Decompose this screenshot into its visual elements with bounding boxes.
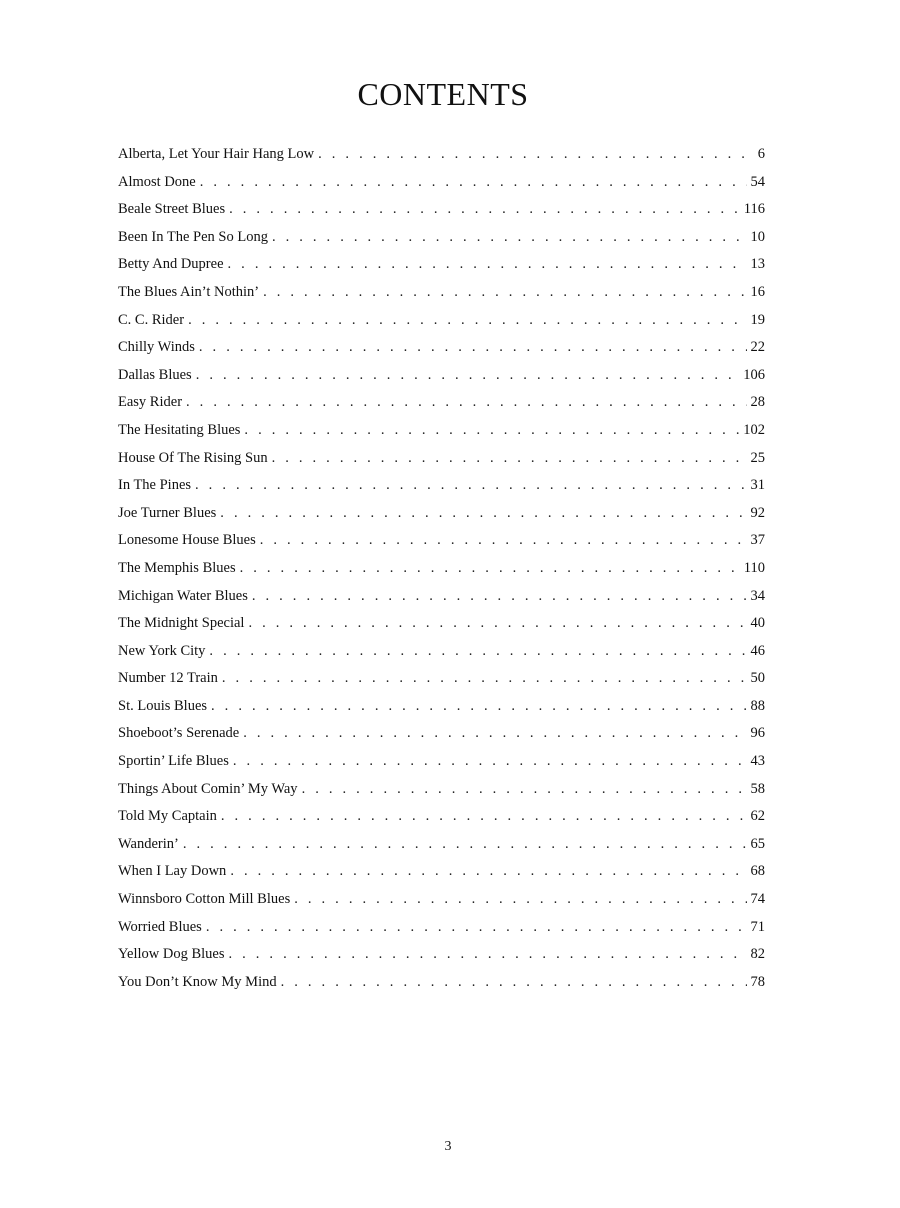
dot-leader (294, 886, 746, 914)
toc-entry-title: Chilly Winds (118, 339, 195, 356)
toc-entry (118, 748, 765, 776)
toc-entry-page: 16 (750, 283, 765, 300)
toc-entry-title: Joe Turner Blues (118, 504, 217, 521)
toc-entry-title: Betty And Dupree (118, 256, 224, 273)
toc-entry (118, 858, 765, 886)
dot-leader (221, 803, 747, 831)
page-title: CONTENTS (357, 76, 529, 112)
dot-leader (244, 417, 739, 445)
toc-entry-page: 62 (750, 808, 765, 825)
toc-entry (118, 334, 765, 362)
toc-entry-title: St. Louis Blues (118, 697, 208, 714)
dot-leader (188, 307, 746, 335)
toc-entry-page: 116 (743, 201, 765, 218)
toc-entry-title: The Blues Ain’t Nothin’ (118, 283, 260, 300)
toc-entry-title: In The Pines (118, 477, 192, 494)
dot-leader (230, 858, 746, 886)
toc-entry (118, 720, 765, 748)
dot-leader (281, 969, 747, 997)
toc-entry-title: Michigan Water Blues (118, 587, 248, 604)
toc-entry-page: 96 (750, 725, 765, 742)
toc-entry-title: Told My Captain (118, 808, 217, 825)
dot-leader (229, 196, 740, 224)
dot-leader (200, 169, 747, 197)
dot-leader (260, 527, 747, 555)
dot-leader (206, 914, 747, 942)
toc-entry (118, 472, 765, 500)
toc-entry (118, 555, 765, 583)
toc-entry (118, 307, 765, 335)
toc-entry-title: Wanderin’ (118, 835, 179, 852)
toc-entry-title: Easy Rider (118, 394, 183, 411)
toc-entry (118, 251, 765, 279)
toc-entry-title: The Hesitating Blues (118, 421, 241, 438)
toc-entry (118, 279, 765, 307)
toc-entry-title: Alberta, Let Your Hair Hang Low (118, 146, 315, 162)
dot-leader (272, 224, 747, 252)
toc-entry-page: 65 (750, 835, 765, 852)
dot-leader (243, 720, 746, 748)
dot-leader (195, 472, 746, 500)
toc-entry-title: Almost Done (118, 173, 196, 190)
toc-entry (118, 803, 765, 831)
toc-entry (118, 886, 765, 914)
toc-entry-page: 10 (750, 228, 765, 245)
toc-entry-title: Yellow Dog Blues (118, 946, 225, 963)
toc-entry-page: 37 (750, 532, 765, 549)
toc-entry (118, 610, 765, 638)
dot-leader (220, 500, 746, 528)
dot-leader (183, 831, 747, 859)
toc-entry-page: 82 (750, 946, 765, 963)
toc-entry-title: Things About Comin’ My Way (118, 780, 298, 797)
toc-entry-title: Sportin’ Life Blues (118, 753, 229, 770)
dot-leader (252, 583, 747, 611)
toc-entry-page: 50 (750, 670, 765, 687)
toc-entry-title: Lonesome House Blues (118, 532, 256, 549)
dot-leader (302, 776, 747, 804)
toc-entry-page: 19 (750, 311, 765, 328)
toc-entry (118, 500, 765, 528)
toc-entry (118, 776, 765, 804)
toc-entry-page: 106 (743, 366, 765, 383)
toc-entry-page: 46 (750, 642, 765, 659)
toc-entry-page: 22 (750, 339, 765, 356)
dot-leader (199, 334, 747, 362)
toc-entry-title: The Memphis Blues (118, 559, 236, 576)
toc-entry-title: House Of The Rising Sun (118, 449, 268, 466)
toc-entry (118, 638, 765, 666)
toc-entry-page: 31 (750, 477, 765, 494)
toc-entry-page: 74 (750, 891, 765, 908)
toc-entry-title: When I Lay Down (118, 863, 227, 880)
toc-entry-page: 34 (750, 587, 765, 604)
dot-leader (228, 251, 747, 279)
dot-leader (240, 555, 740, 583)
toc-entry-page: 40 (750, 615, 765, 632)
toc-entry (118, 665, 765, 693)
toc-entry (118, 169, 765, 197)
dot-leader (233, 748, 747, 776)
toc-entry (118, 445, 765, 473)
toc-entry-title: Beale Street Blues (118, 201, 226, 218)
toc-entry-title: C. C. Rider (118, 311, 185, 328)
toc-entry-page: 43 (750, 753, 765, 770)
toc-entry (118, 914, 765, 942)
toc-entry-page: 71 (750, 918, 765, 935)
toc-entry-page: 6 (757, 146, 765, 162)
toc-entry-title: Number 12 Train (118, 670, 218, 687)
dot-leader (248, 610, 746, 638)
toc-entry-page: 110 (743, 559, 765, 576)
dot-leader (222, 665, 747, 693)
dot-leader (228, 941, 746, 969)
page-number: 3 (444, 1139, 452, 1154)
toc-entry-title: Worried Blues (118, 918, 202, 935)
toc-entry-title: Been In The Pen So Long (118, 228, 268, 245)
toc-entry (118, 362, 765, 390)
toc-entry-page: 78 (750, 973, 765, 990)
toc-entry-page: 25 (750, 449, 765, 466)
toc-entry-title: New York City (118, 642, 206, 659)
toc-entry (118, 693, 765, 721)
toc-entry-title: Dallas Blues (118, 366, 192, 383)
toc-entry (118, 831, 765, 859)
toc-entry-page: 28 (750, 394, 765, 411)
toc-entry-title: The Midnight Special (118, 615, 245, 632)
toc-entry-page: 68 (750, 863, 765, 880)
table-of-contents (118, 141, 765, 996)
dot-leader (272, 445, 747, 473)
dot-leader (209, 638, 746, 666)
toc-entry (118, 969, 765, 997)
toc-entry (118, 941, 765, 969)
toc-entry (118, 224, 765, 252)
toc-entry (118, 583, 765, 611)
toc-entry-page: 58 (750, 780, 765, 797)
dot-leader (263, 279, 746, 307)
dot-leader (186, 389, 746, 417)
toc-entry-title: You Don’t Know My Mind (118, 973, 277, 990)
toc-entry-title: Shoeboot’s Serenade (118, 725, 240, 742)
toc-entry (118, 196, 765, 224)
dot-leader (211, 693, 746, 721)
toc-entry-page: 92 (750, 504, 765, 521)
toc-entry (118, 527, 765, 555)
toc-entry-page: 88 (750, 697, 765, 714)
toc-entry (118, 141, 765, 169)
dot-leader (318, 141, 754, 169)
toc-entry-title: Winnsboro Cotton Mill Blues (118, 891, 291, 908)
toc-entry-page: 54 (750, 173, 765, 190)
toc-entry-page: 13 (750, 256, 765, 273)
dot-leader (196, 362, 740, 390)
toc-entry (118, 417, 765, 445)
toc-entry (118, 389, 765, 417)
toc-entry-page: 102 (743, 421, 765, 438)
